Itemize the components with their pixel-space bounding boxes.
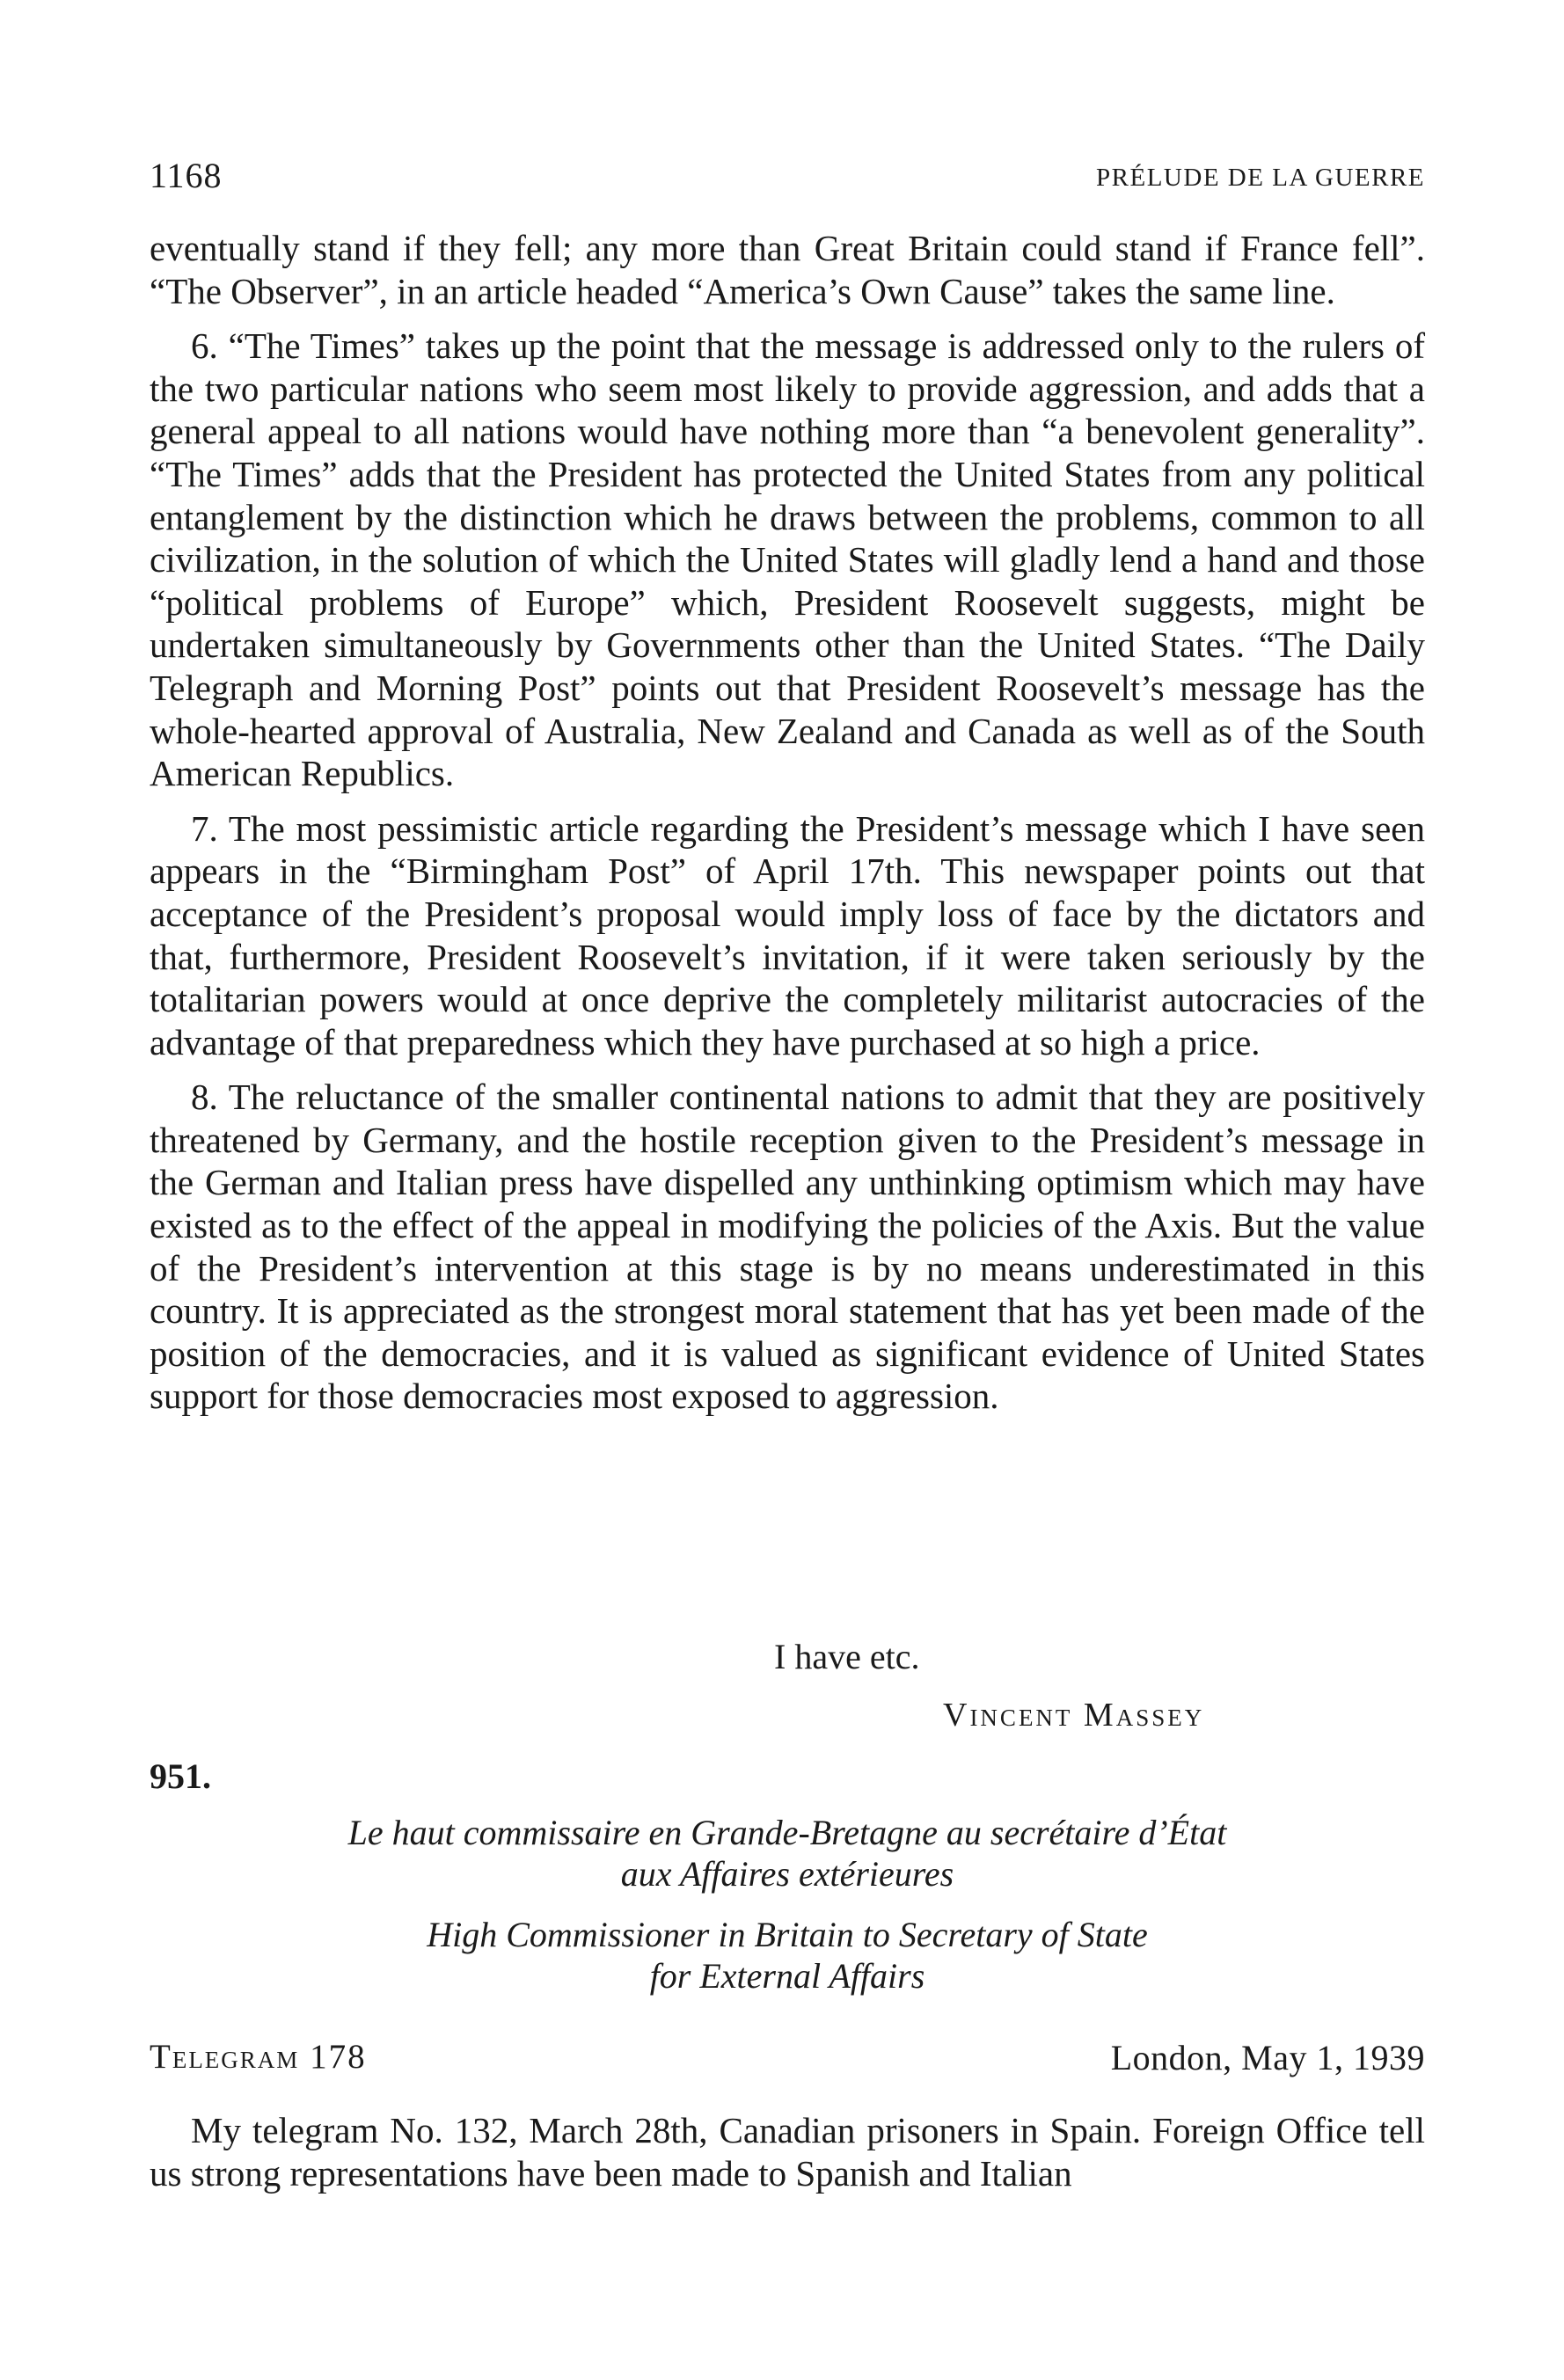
paragraph-continuation: eventually stand if they fell; any more than Great Britain could stand if France fell”. “The Observer”, in an article headed “America’s Own Cause” takes the same line.	[150, 228, 1425, 311]
paragraph-6: 6. “The Times” takes up the point that the message is addressed only to the rulers of the two particular nations who seem most likely to provide aggression, and adds that a general appeal to all nations would have nothing more than “a benevolent generality”. “The Times” adds that the President has protected the United States from any political entanglement by the distinction which he draws between the problems, common to all civilization, in the solution of which the United States will gladly lend a hand and those “political problems of Europe” which, President Roosevelt suggests, might be undertaken simultaneously by Governments other than the United States. “The Daily Telegraph and Morning Post” points out that President Roosevelt’s message has the whole-hearted approval of Australia, New Zealand and Canada as well as of the South American Republics.	[150, 325, 1425, 794]
dateline: London, May 1, 1939	[1110, 2038, 1425, 2077]
telegram-paragraph: My telegram No. 132, March 28th, Canadian prisoners in Spain. Foreign Office tell us strong representations have been made to Spanish and Italian	[150, 2110, 1425, 2194]
title-english	[150, 1914, 1425, 1997]
page-header	[150, 155, 1425, 199]
complimentary-close: I have etc.	[774, 1637, 920, 1676]
title-french	[150, 1812, 1425, 1895]
title-french-line-1: Le haut commissaire en Grande-Bretagne au secrétaire d’État	[347, 1813, 1227, 1852]
body-text	[150, 227, 1425, 1418]
page	[150, 0, 1425, 2380]
signature: Vincent Massey	[943, 1697, 1205, 1734]
paragraph-7: 7. The most pessimistic article regarding the President’s message which I have seen appears in the “Birmingham Post” of April 17th. This newspaper points out that acceptance of the President’s proposal would imply loss of face by the dictators and that, furthermore, President Roosevelt’s invitation, if it were taken seriously by the totalitarian powers would at once deprive the completely militarist autocracies of the advantage of that preparedness which they have purchased at so high a price.	[150, 807, 1425, 1062]
telegram-text	[150, 2109, 1425, 2194]
document-title	[150, 1812, 1425, 1997]
title-french-line-2: aux Affaires extérieures	[620, 1854, 954, 1894]
title-english-line-2: for External Affairs	[649, 1956, 925, 1996]
title-english-line-1: High Commissioner in Britain to Secretary of State	[427, 1915, 1148, 1954]
telegram-number: Telegram 178	[150, 2038, 367, 2076]
page-number: 1168	[150, 156, 223, 195]
paragraph-8: 8. The reluctance of the smaller continental nations to admit that they are positively threatened by Germany, and the hostile reception given to the President’s message in the German and Italian press have dispelled any unthinking optimism which may have existed as to the effect of the appeal in modifying the policies of the Axis. But the value of the President’s intervention at this stage is by no means underestimated in this country. It is appreciated as the strongest moral statement that has yet been made of the position of the democracies, and it is valued as significant evidence of United States support for those democracies most exposed to aggression.	[150, 1077, 1425, 1417]
running-title: PRÉLUDE DE LA GUERRE	[1096, 164, 1425, 192]
document-number: 951.	[150, 1756, 211, 1796]
